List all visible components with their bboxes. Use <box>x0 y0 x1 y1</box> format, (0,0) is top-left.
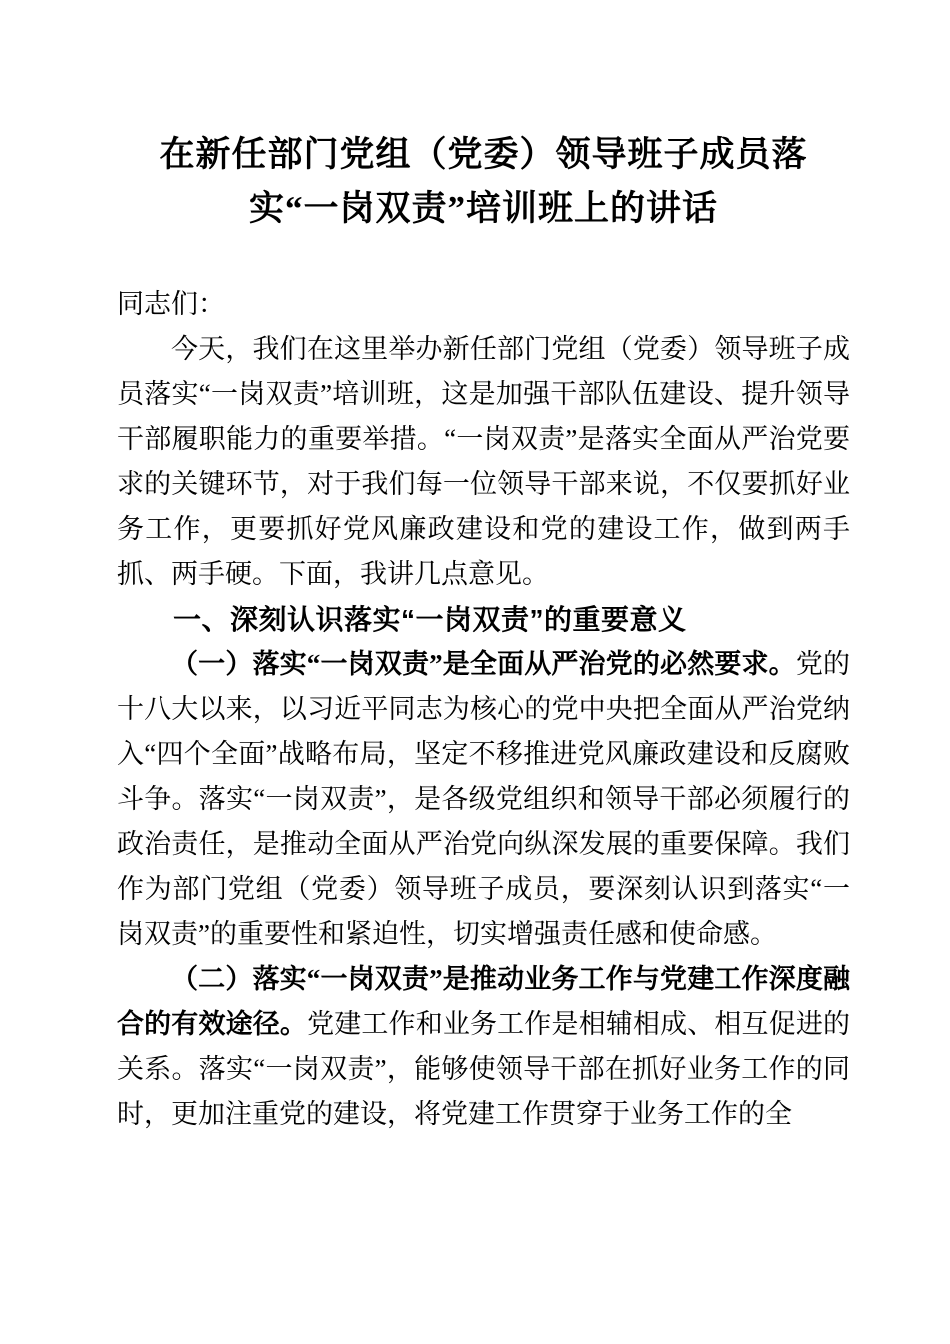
paragraph-lead-bold: （一）落实“一岗双责”是全面从严治党的必然要求。 <box>171 649 796 679</box>
document-body <box>117 282 850 1137</box>
paragraph-text: 党建工作和业务工作是相辅相成、相互促进的关系。落实“一岗双责”，能够使领导干部在抓好业务工作的同时，更加注重党的建设，将党建工作贯穿于业务工作的全 <box>117 1009 851 1129</box>
paragraph-text: 党的十八大以来，以习近平同志为核心的党中央把全面从严治党纳入“四个全面”战略布局，坚定不移推进党风廉政建设和反腐败斗争。落实“一岗双责”，是各级党组织和领导干部必须履行的政治责任，是推动全面从严治党向纵深发展的重要保障。我们作为部门党组（党委）领导班子成员，要深刻认识到落实“一岗双责”的重要性和紧迫性，切实增强责任感和使命感。 <box>117 649 851 949</box>
salutation: 同志们： <box>117 289 225 319</box>
paragraph <box>117 957 850 1137</box>
paragraph <box>117 327 850 597</box>
section-heading: 一、深刻认识落实“一岗双责”的重要意义 <box>173 604 687 635</box>
paragraph-text: 今天，我们在这里举办新任部门党组（党委）领导班子成员落实“一岗双责”培训班，这是加强干部队伍建设、提升领导干部履职能力的重要举措。“一岗双责”是落实全面从严治党要求的关键环节，对于我们每一位领导干部来说，不仅要抓好业务工作，更要抓好党风廉政建设和党的建设工作，做到两手抓、两手硬。下面，我讲几点意见。 <box>117 334 850 589</box>
paragraphs <box>117 327 850 1137</box>
document-title: 在新任部门党组（党委）领导班子成员落实“一岗双责”培训班上的讲话 <box>159 135 808 228</box>
paragraph <box>117 642 850 957</box>
paragraph-lead-bold: （二）落实“一岗双责”是推动业务工作与党建工作深度融合的有效途径。 <box>117 964 850 1039</box>
